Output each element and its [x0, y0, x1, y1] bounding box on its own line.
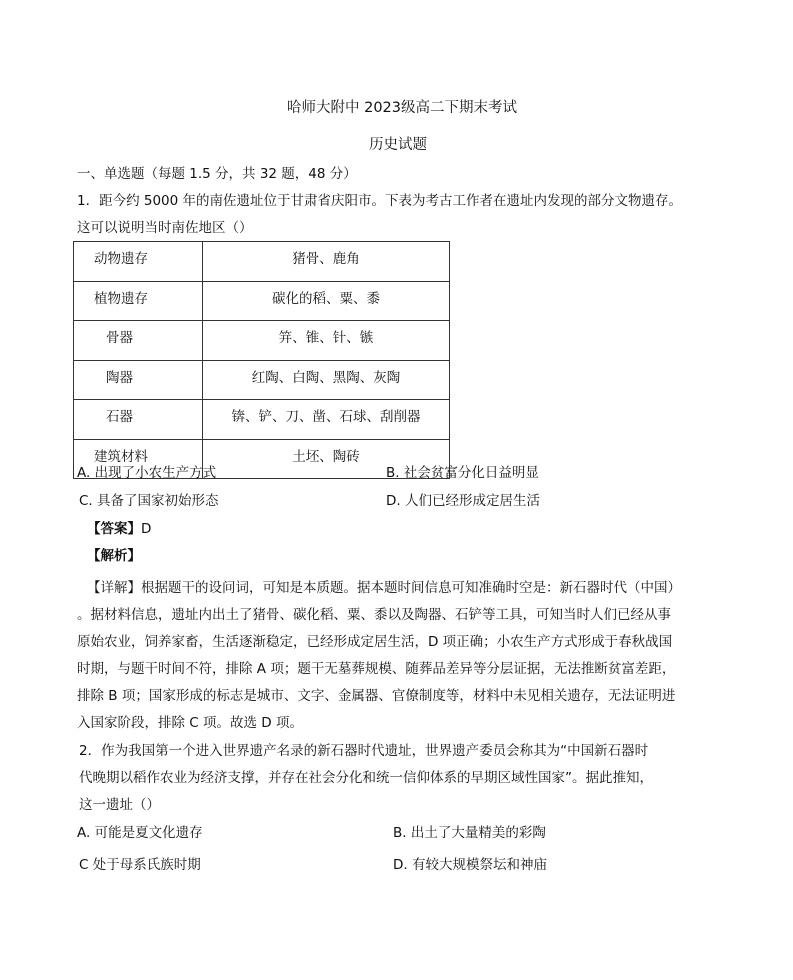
table-row	[74, 281, 450, 321]
relics-table	[73, 241, 450, 479]
table-cell-category: 石器	[74, 400, 203, 440]
table-cell-items: 笄、锥、针、镞	[203, 321, 450, 361]
table-cell-items: 土坯、陶砖	[203, 439, 450, 479]
detail-label: 【详解】	[87, 580, 141, 596]
question-1-option-a: A. 出现了小农生产方式	[77, 465, 217, 481]
question-1-option-b: B. 社会贫富分化日益明显	[386, 465, 539, 481]
table-cell-category: 植物遗存	[74, 281, 203, 321]
detail-line: 排除 B 项；国家形成的标志是城市、文字、金属器、官僚制度等，材料中未见相关遗存，无法证明进	[77, 688, 676, 704]
answer-value: D	[141, 521, 152, 537]
detail-line	[87, 576, 681, 596]
answer-label: 【答案】	[87, 521, 141, 537]
table-row	[74, 242, 450, 282]
question-2-option-a: A. 可能是夏文化遗存	[77, 825, 203, 841]
analysis-label: 【解析】	[87, 548, 141, 564]
question-1-stem-line: 1．距今约 5000 年的南佐遗址位于甘肃省庆阳市。下表为考古工作者在遗址内发现的部分文物遗存。	[77, 193, 683, 209]
section-heading: 一、单选题（每题 1.5 分，共 32 题，48 分）	[77, 166, 357, 182]
table-cell-category: 骨器	[74, 321, 203, 361]
table-cell-category: 动物遗存	[74, 242, 203, 282]
exam-title: 哈师大附中 2023级高二下期末考试	[287, 100, 518, 116]
answer-line	[87, 517, 151, 537]
detail-line: 入国家阶段，排除 C 项。故选 D 项。	[77, 715, 303, 731]
table-cell-category: 建筑材料	[74, 439, 203, 479]
detail-line: 时期，与题干时间不符，排除 A 项；题干无墓葬规模、随葬品差异等分层证据，无法推断贫富差距，	[77, 661, 676, 677]
table-row	[74, 400, 450, 440]
exam-subtitle: 历史试题	[369, 137, 427, 153]
question-2-option-c: C 处于母系氏族时期	[79, 857, 201, 873]
question-1-stem-line: 这可以说明当时南佐地区（）	[77, 220, 253, 236]
question-1-option-c: C. 具备了国家初始形态	[79, 493, 219, 509]
table-cell-category: 陶器	[74, 360, 203, 400]
detail-line: 。据材料信息，遗址内出土了猪骨、碳化稻、粟、黍以及陶器、石铲等工具，可知当时人们已经从事	[77, 607, 671, 623]
question-2-option-d: D. 有较大规模祭坛和神庙	[393, 857, 547, 873]
table-row	[74, 360, 450, 400]
table-cell-items: 碳化的稻、粟、黍	[203, 281, 450, 321]
table-cell-items: 红陶、白陶、黑陶、灰陶	[203, 360, 450, 400]
question-2-stem-line: 2．作为我国第一个进入世界遗产名录的新石器时代遗址，世界遗产委员会称其为“中国新石器时	[79, 743, 649, 759]
detail-line: 原始农业，饲养家畜，生活逐渐稳定，已经形成定居生活，D 项正确；小农生产方式形成于春秋战国	[77, 634, 673, 650]
table-row	[74, 321, 450, 361]
detail-text: 根据题干的设问词，可知是本质题。据本题时间信息可知准确时空是：新石器时代（中国）	[141, 580, 681, 596]
question-2-stem-line: 这一遗址（）	[79, 797, 160, 813]
question-2-option-b: B. 出土了大量精美的彩陶	[393, 825, 546, 841]
question-2-stem-line: 代晚期以稻作农业为经济支撑，并存在社会分化和统一信仰体系的早期区域性国家”。据此推知，	[79, 770, 653, 786]
table-cell-items: 猪骨、鹿角	[203, 242, 450, 282]
table-cell-items: 锛、铲、刀、凿、石球、刮削器	[203, 400, 450, 440]
question-1-option-d: D. 人们已经形成定居生活	[386, 493, 540, 509]
